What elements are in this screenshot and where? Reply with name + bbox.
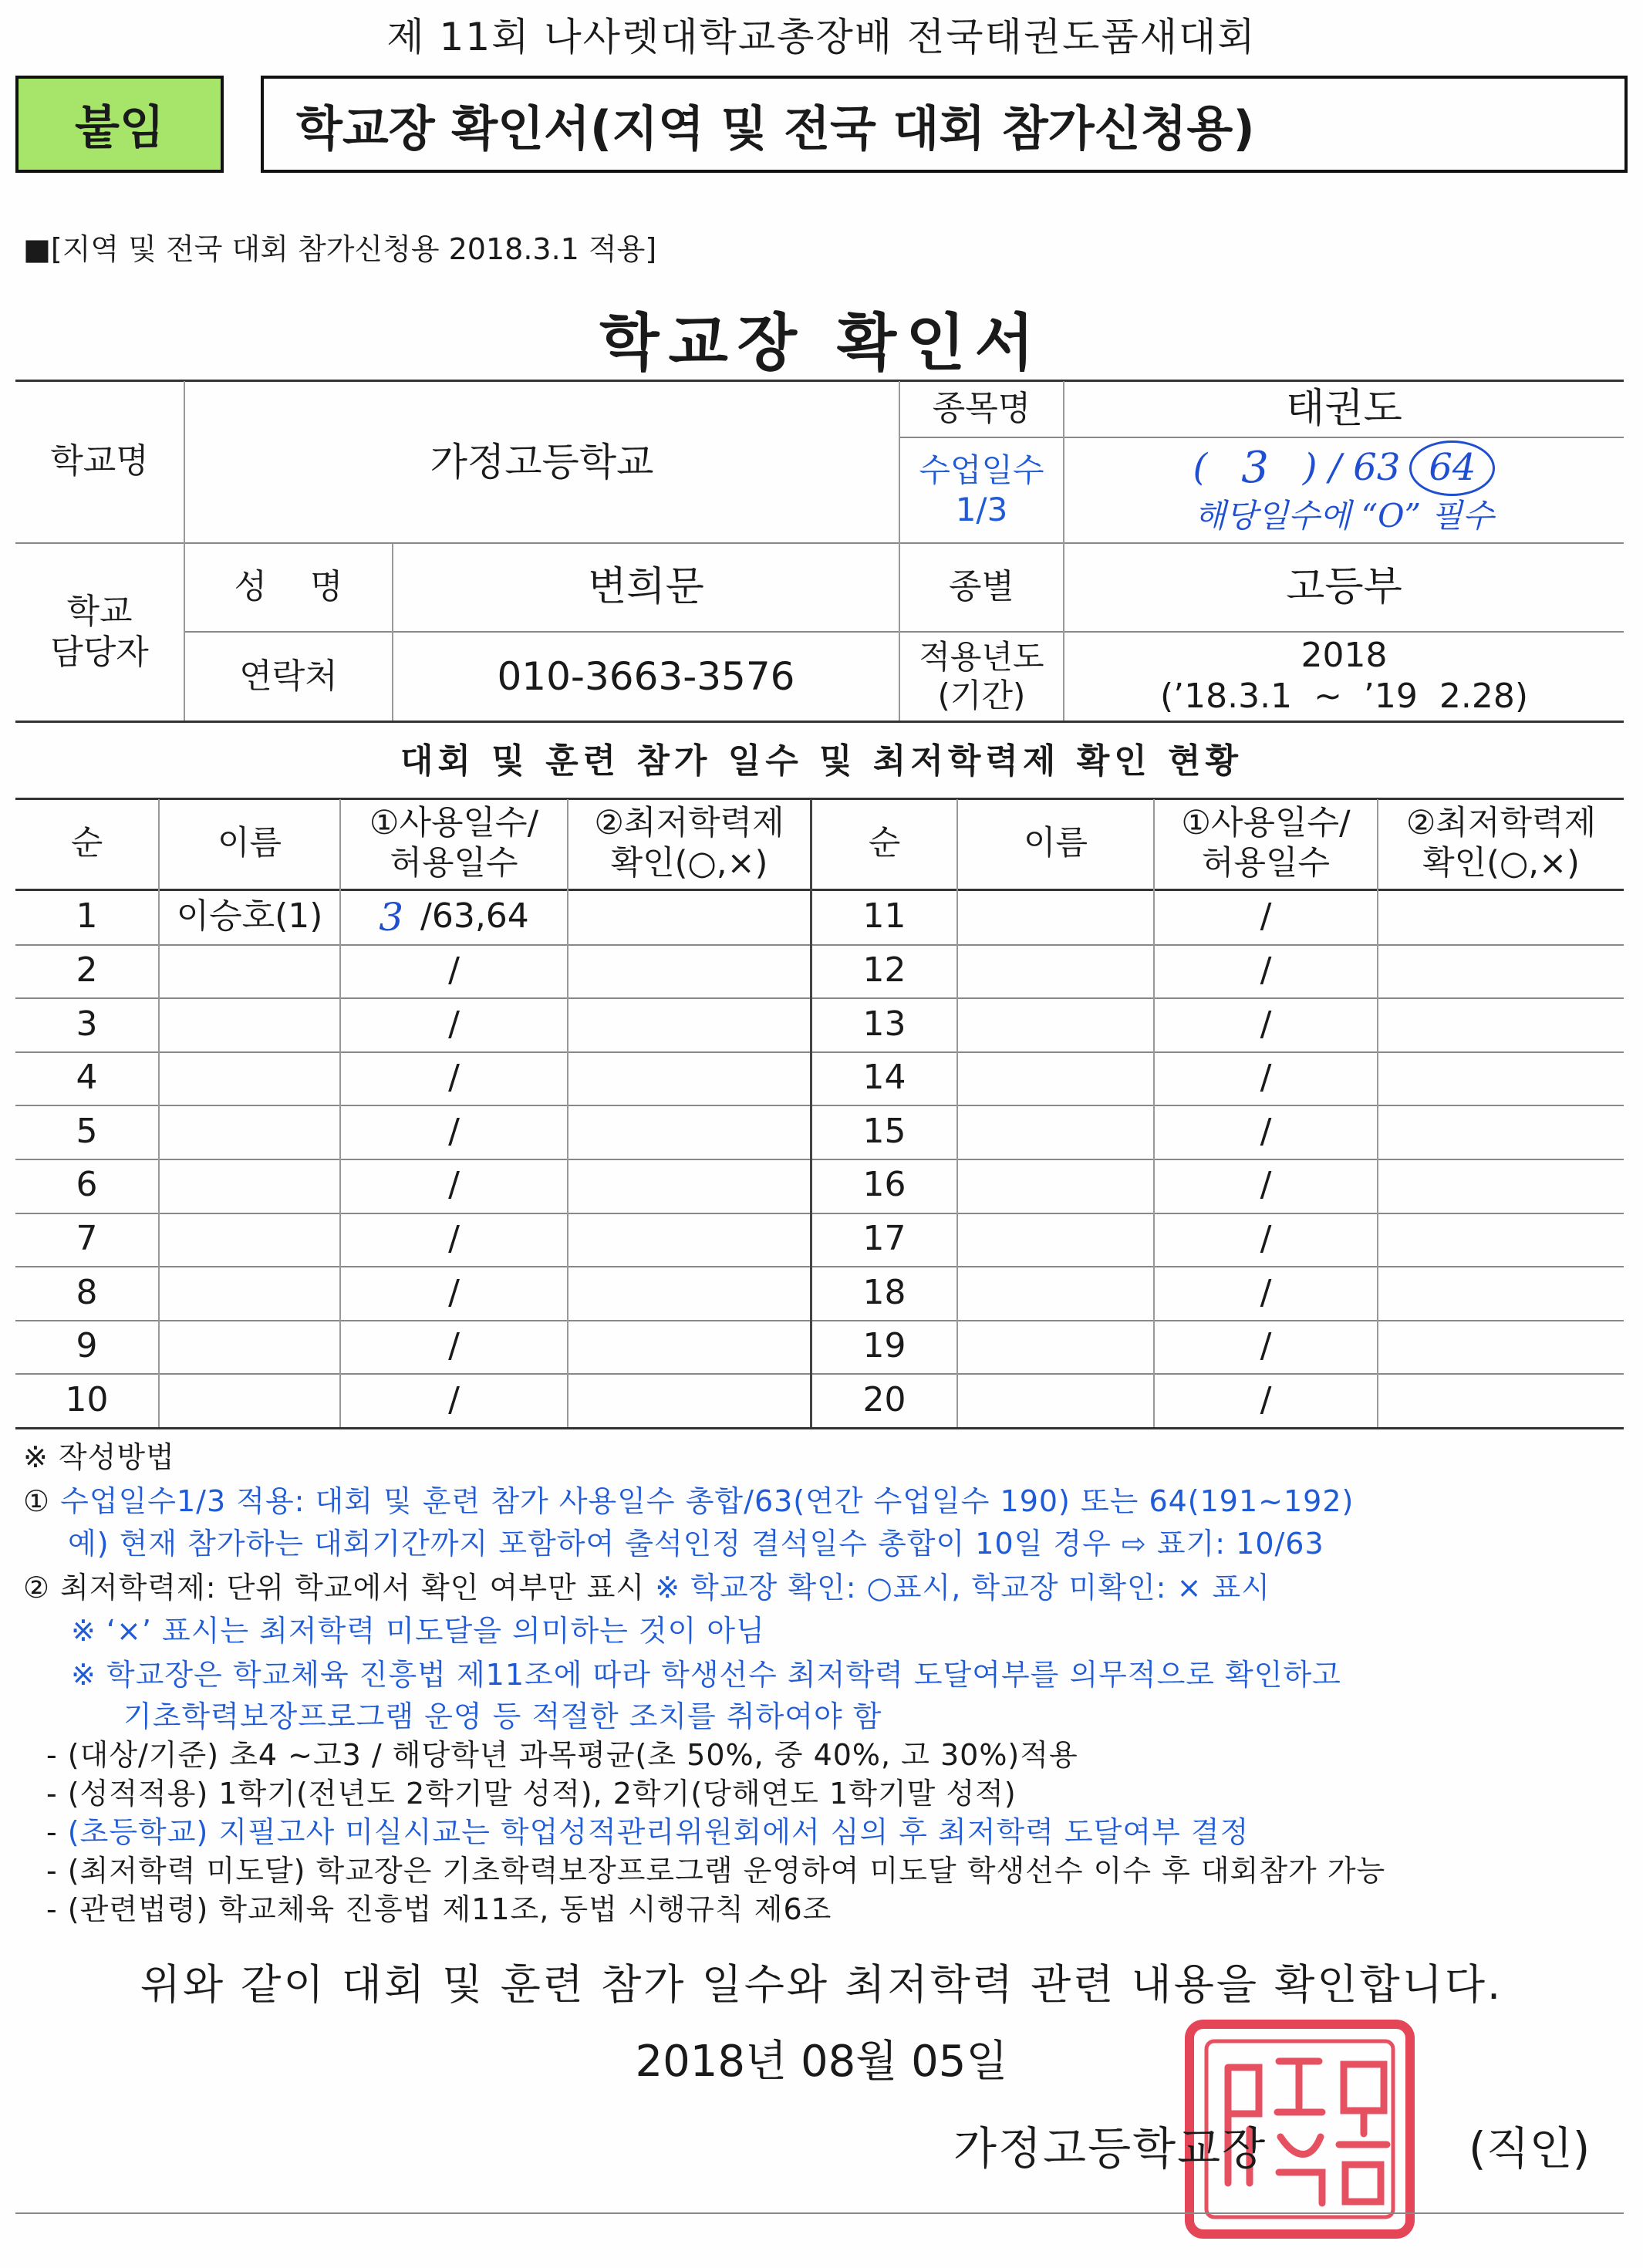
attachment-badge: 붙임 (15, 76, 224, 173)
row-no: 7 (76, 1218, 98, 1258)
year-label-line1: 적용년도 (919, 637, 1044, 676)
bullet-below-standard: - (최저학력 미도달) 학교장은 기초학력보장프로그램 운영하여 미도달 학생선수 이수 후 대회참가 가능 (46, 1854, 1386, 1888)
principal-name: 가정고등학교장 (953, 2122, 1267, 2175)
row-name-right (958, 1213, 1153, 1267)
bullet-elementary (46, 1808, 1249, 1851)
header-days (341, 799, 567, 889)
row-name (160, 1051, 339, 1105)
name-label: 성 명 (234, 567, 343, 607)
class-days-label-line1: 수업일수 (919, 451, 1044, 490)
school-name-label: 학교명 (50, 441, 149, 481)
header-days-right (1155, 799, 1377, 889)
bullet-elementary-dash: - (46, 1815, 68, 1849)
row-check-right (1378, 1266, 1624, 1320)
row-days: / (448, 1218, 460, 1258)
divider (15, 721, 1624, 723)
sport-label: 종목명 (932, 388, 1031, 428)
divider (15, 1427, 1624, 1429)
row-check (568, 1105, 810, 1159)
row-no-right: 19 (862, 1326, 906, 1366)
class-days-circled: 64 (1409, 440, 1495, 496)
row-days: / (448, 1111, 460, 1151)
instruction-item-1-line1 (23, 1477, 1354, 1520)
confirm-sentence: 위와 같이 대회 및 훈련 참가 일수와 최저학력 관련 내용을 확인합니다. (140, 1960, 1503, 2009)
row-name (160, 1266, 339, 1320)
row-days-right: / (1260, 1379, 1272, 1419)
row-days-right: / (1260, 896, 1272, 937)
row-days (341, 890, 567, 944)
row-no-right: 16 (862, 1165, 906, 1205)
row-name-right (958, 1266, 1153, 1320)
row-name: 이승호(1) (176, 896, 323, 937)
instructions-heading: ※ 작성방법 (23, 1440, 175, 1474)
row-no: 6 (76, 1165, 98, 1205)
certificate-title: 학교장 확인서 (599, 307, 1044, 379)
row-name-right (958, 944, 1153, 998)
row-name (160, 944, 339, 998)
instruction-item-2-lead: 최저학력제: 단위 학교에서 확인 여부만 표시 (60, 1571, 656, 1605)
header-check-line2: 확인(○,×) (1422, 844, 1580, 883)
bullet-target: - (대상/기준) 초4 ~고3 / 해당학년 과목평균(초 50%, 중 40%, 고 30%)적용 (46, 1738, 1078, 1772)
period: (’18.3.1 ~ ’19 2.28) (1160, 677, 1528, 716)
class-days-value (1064, 441, 1624, 495)
note-principal-line1: ※ 학교장은 학교체육 진흥법 제11조에 따라 학생선수 최저학력 도달여부를 의무적으로 확인하고 (71, 1658, 1341, 1692)
row-days-right: / (1260, 1218, 1272, 1258)
row-check (568, 1266, 810, 1320)
manager-label (15, 544, 184, 721)
year-period (1064, 633, 1624, 721)
header-no: 순 (70, 824, 103, 863)
document-banner: 학교장 확인서(지역 및 전국 대회 참가신청용) (261, 76, 1628, 173)
row-name-right (958, 1373, 1153, 1427)
bullet-law: - (관련법령) 학교체육 진흥법 제11조, 동법 시행규칙 제6조 (46, 1892, 832, 1926)
row-name-right (958, 997, 1153, 1051)
row-no: 8 (76, 1272, 98, 1312)
row-name-right (958, 1051, 1153, 1105)
row-days: / (448, 1272, 460, 1312)
year-label (900, 633, 1063, 721)
class-days-label-line2: 1/3 (955, 490, 1008, 528)
row-no: 3 (76, 1004, 98, 1044)
row-name (160, 1320, 339, 1374)
header-check (568, 799, 810, 889)
class-days-open: ( (1193, 446, 1208, 490)
contact-label: 연락처 (239, 656, 338, 696)
note-principal-line2: 기초학력보장프로그램 운영 등 적절한 조치를 취하여야 함 (123, 1699, 882, 1733)
row-days-text: /63,64 (420, 896, 529, 937)
row-no: 2 (76, 950, 98, 990)
row-name (160, 997, 339, 1051)
row-days-right: / (1260, 1272, 1272, 1312)
row-check (568, 944, 810, 998)
row-days: / (448, 950, 460, 990)
row-days: / (448, 1379, 460, 1419)
row-no-right: 18 (862, 1272, 906, 1312)
row-days-right: / (1260, 1004, 1272, 1044)
row-name (160, 1373, 339, 1427)
header-name: 이름 (217, 824, 282, 863)
year: 2018 (1301, 636, 1388, 676)
row-check-right (1378, 997, 1624, 1051)
row-check-right (1378, 1320, 1624, 1374)
row-no-right: 17 (862, 1218, 906, 1258)
row-name-right (958, 890, 1153, 944)
row-check-right (1378, 890, 1624, 944)
row-name-right (958, 1320, 1153, 1374)
row-no-right: 14 (862, 1058, 906, 1098)
row-days: / (448, 1058, 460, 1098)
contact: 010-3663-3576 (497, 654, 795, 699)
class-days-rest: ) / 63 (1302, 446, 1401, 490)
instruction-item-2-num: ② (23, 1571, 51, 1605)
row-check-right (1378, 1373, 1624, 1427)
bullet-elementary-text: (초등학교) 지필고사 미실시교는 학업성적관리위원회에서 심의 후 최저학력 도달여부 결정 (67, 1815, 1250, 1849)
row-check (568, 997, 810, 1051)
category: 고등부 (1286, 564, 1402, 611)
date: 2018년 08월 05일 (635, 2037, 1008, 2087)
row-check-right (1378, 1105, 1624, 1159)
instruction-item-1-num: ① (23, 1484, 51, 1518)
sport: 태권도 (1286, 385, 1402, 432)
header-name-right: 이름 (1023, 824, 1088, 863)
row-no-right: 11 (862, 896, 906, 937)
header-check-line1: ②최저학력제 (1405, 804, 1597, 843)
category-label: 종별 (948, 567, 1014, 607)
header-days-line1: ①사용일수/ (1181, 804, 1351, 843)
row-check (568, 1320, 810, 1374)
section-title: 대회 및 훈련 참가 일수 및 최저학력제 확인 현황 (400, 741, 1243, 781)
row-days-right: / (1260, 1111, 1272, 1151)
bottom-divider (15, 2212, 1624, 2214)
row-check-right (1378, 1051, 1624, 1105)
row-name (160, 1213, 339, 1267)
school-name: 가정고등학교 (430, 439, 654, 484)
row-no-right: 20 (862, 1379, 906, 1419)
manager-label-line1: 학교 (66, 591, 133, 631)
row-no-right: 15 (862, 1111, 906, 1151)
header-no-right: 순 (868, 824, 901, 863)
manager-name: 변희문 (588, 564, 704, 611)
seal-note: (직인) (1469, 2122, 1591, 2175)
instruction-item-2 (23, 1564, 1270, 1606)
row-days-right: / (1260, 1058, 1272, 1098)
header-check-line1: ②최저학력제 (594, 804, 784, 843)
row-check-right (1378, 944, 1624, 998)
header-check-line2: 확인(○,×) (610, 844, 768, 883)
row-used-days: 3 (379, 894, 403, 940)
class-days-used: 3 (1241, 443, 1269, 494)
row-no: 9 (76, 1326, 98, 1366)
header-check-right (1378, 799, 1624, 889)
row-no: 5 (76, 1111, 98, 1151)
header-days-line2: 허용일수 (1201, 844, 1331, 883)
row-check (568, 1051, 810, 1105)
row-name (160, 1159, 339, 1213)
row-no: 1 (76, 896, 98, 937)
row-no: 10 (65, 1379, 109, 1419)
instruction-item-1-line2: 예) 현재 참가하는 대회기간까지 포함하여 출석인정 결석일수 총합이 10일 경우 ⇨ 표기: 10/63 (68, 1527, 1324, 1561)
row-days-right: / (1260, 950, 1272, 990)
row-name-right (958, 1105, 1153, 1159)
year-label-line2: (기간) (937, 677, 1026, 714)
bullet-grades: - (성적적용) 1학기(전년도 2학기말 성적), 2학기(당해연도 1학기말 성적) (46, 1777, 1017, 1811)
row-check (568, 890, 810, 944)
row-days-right: / (1260, 1165, 1272, 1205)
class-days-label (900, 438, 1063, 542)
header-days-line1: ①사용일수/ (369, 804, 539, 843)
note-x-mark: ※ ‘×’ 표시는 최저학력 미도달을 의미하는 것이 아님 (71, 1614, 765, 1648)
row-name-right (958, 1159, 1153, 1213)
row-no-right: 12 (862, 950, 906, 990)
row-no-right: 13 (862, 1004, 906, 1044)
apply-note: ■[지역 및 전국 대회 참가신청용 2018.3.1 적용] (23, 232, 657, 266)
instruction-item-1-text: 수업일수1/3 적용: 대회 및 훈련 참가 사용일수 총합/63(연간 수업일수 190) 또는 64(191~192) (60, 1484, 1355, 1518)
row-days: / (448, 1165, 460, 1205)
header-days-line2: 허용일수 (390, 844, 518, 883)
class-days-note: 해당일수에 “O” 필수 (1194, 496, 1494, 535)
event-title: 제 11회 나사렛대학교총장배 전국태권도품새대회 (386, 15, 1257, 59)
row-days: / (448, 1326, 460, 1366)
row-days-right: / (1260, 1326, 1272, 1366)
row-check-right (1378, 1213, 1624, 1267)
row-name (160, 1105, 339, 1159)
row-days: / (448, 1004, 460, 1044)
manager-label-line2: 담당자 (50, 632, 149, 672)
row-check-right (1378, 1159, 1624, 1213)
instruction-item-2-blue: ※ 학교장 확인: ○표시, 학교장 미확인: × 표시 (655, 1571, 1270, 1605)
row-check (568, 1159, 810, 1213)
row-check (568, 1373, 810, 1427)
row-check (568, 1213, 810, 1267)
row-no: 4 (76, 1058, 98, 1098)
